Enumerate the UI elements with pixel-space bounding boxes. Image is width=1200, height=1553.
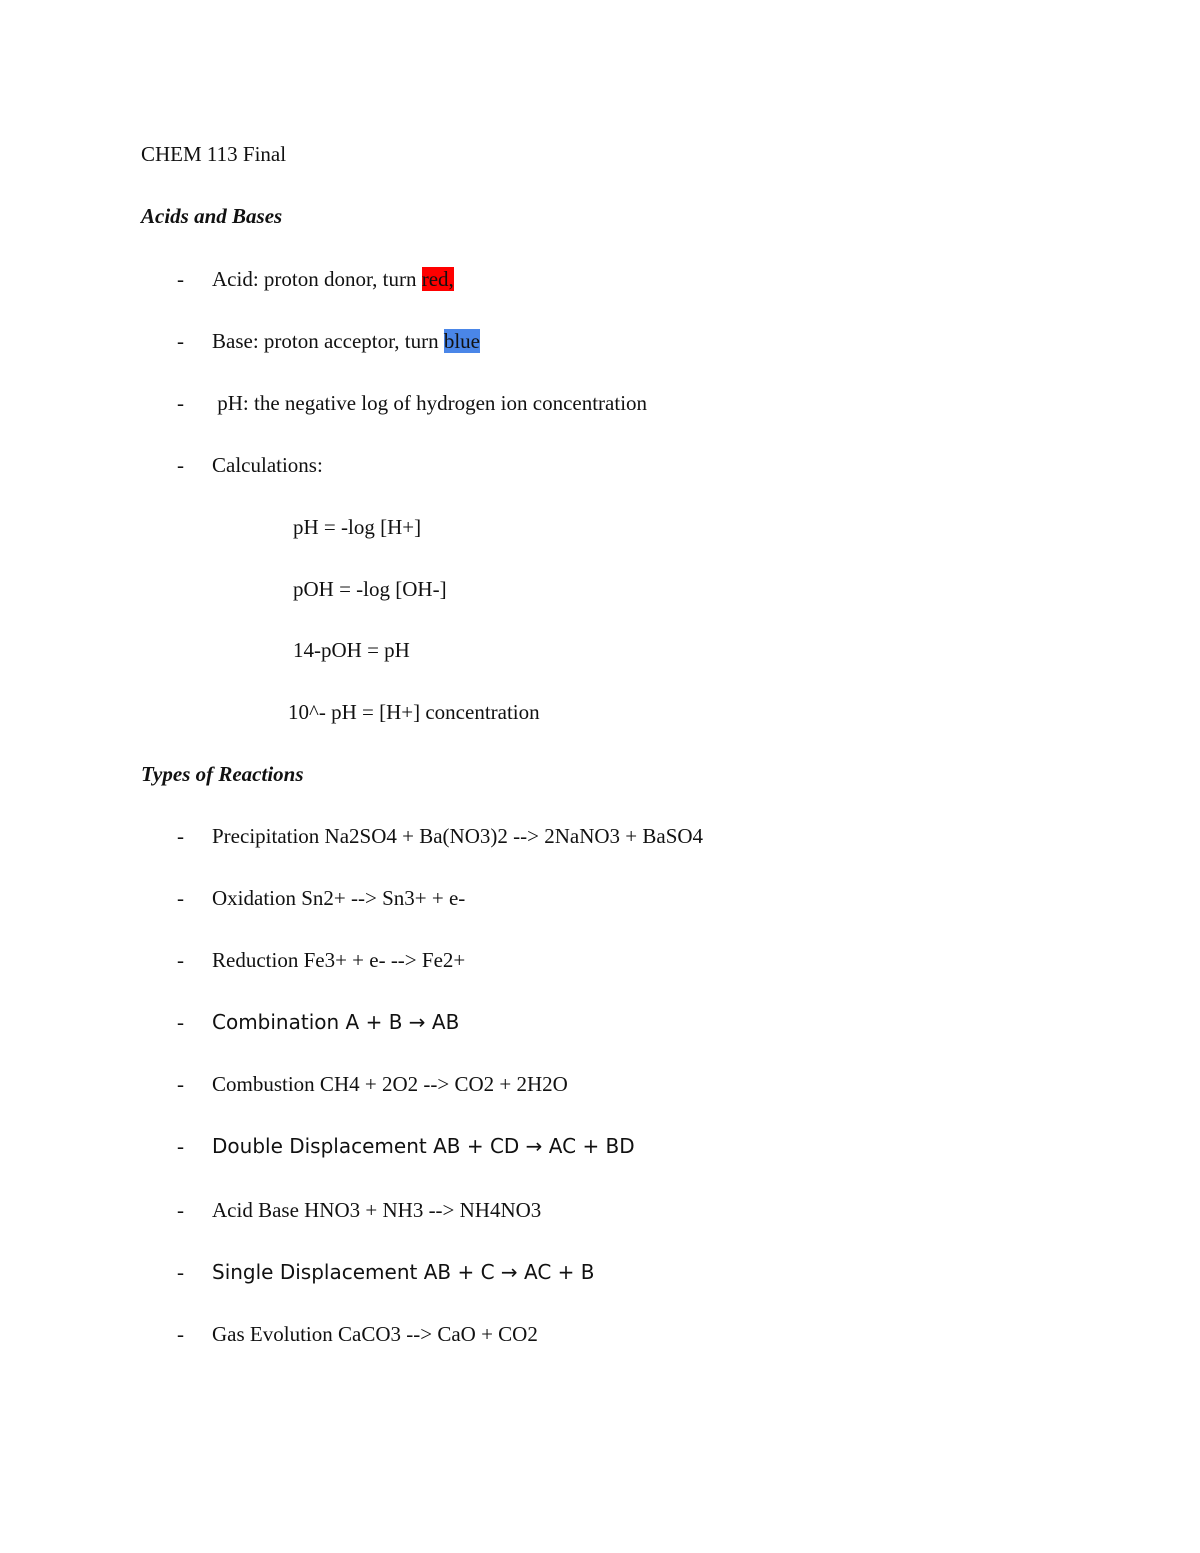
- list-bullet: -: [177, 391, 184, 415]
- list-bullet: -: [177, 329, 184, 353]
- formula-ph-from-poh: 14-pOH = pH: [293, 638, 410, 662]
- list-item-text: Reduction Fe3+ + e- --> Fe2+: [212, 948, 466, 972]
- list-bullet: -: [177, 267, 184, 291]
- list-item-text: pH: the negative log of hydrogen ion concentration: [212, 391, 648, 415]
- list-item-text: Gas Evolution CaCO3 --> CaO + CO2: [212, 1322, 538, 1346]
- list-item-text: Precipitation Na2SO4 + Ba(NO3)2 --> 2NaNO3 + BaSO4: [212, 824, 704, 848]
- list-item-text: Double Displacement AB + CD → AC + BD: [212, 1134, 635, 1158]
- highlight-blue: blue: [443, 329, 480, 353]
- list-bullet: -: [177, 886, 184, 910]
- highlight-red: red,: [421, 267, 454, 291]
- list-item-text: Combination A + B → AB: [212, 1010, 460, 1034]
- list-item-text: Calculations:: [212, 453, 323, 477]
- list-item-text: Acid Base HNO3 + NH3 --> NH4NO3: [212, 1198, 542, 1222]
- document-title: CHEM 113 Final: [141, 142, 287, 166]
- list-bullet: -: [177, 1322, 184, 1346]
- list-bullet: -: [177, 1260, 184, 1284]
- list-bullet: -: [177, 1134, 184, 1158]
- list-item-text: [212, 328, 480, 354]
- list-bullet: -: [177, 1198, 184, 1222]
- list-item-text: [212, 266, 454, 292]
- list-bullet: -: [177, 453, 184, 477]
- formula-poh: pOH = -log [OH-]: [293, 577, 447, 601]
- list-bullet: -: [177, 1072, 184, 1096]
- list-item-text: Combustion CH4 + 2O2 --> CO2 + 2H2O: [212, 1072, 568, 1096]
- formula-h-concentration: 10^- pH = [H+] concentration: [288, 700, 540, 724]
- section-heading-acids: Acids and Bases: [141, 204, 283, 228]
- list-item-text: Single Displacement AB + C → AC + B: [212, 1260, 595, 1284]
- section-heading-reactions: Types of Reactions: [141, 762, 304, 786]
- acid-definition-text: Acid: proton donor, turn: [212, 267, 422, 291]
- list-bullet: -: [177, 1010, 184, 1034]
- list-bullet: -: [177, 948, 184, 972]
- list-bullet: -: [177, 824, 184, 848]
- formula-ph: pH = -log [H+]: [293, 515, 422, 539]
- base-definition-text: Base: proton acceptor, turn: [212, 329, 444, 353]
- list-item-text: Oxidation Sn2+ --> Sn3+ + e-: [212, 886, 466, 910]
